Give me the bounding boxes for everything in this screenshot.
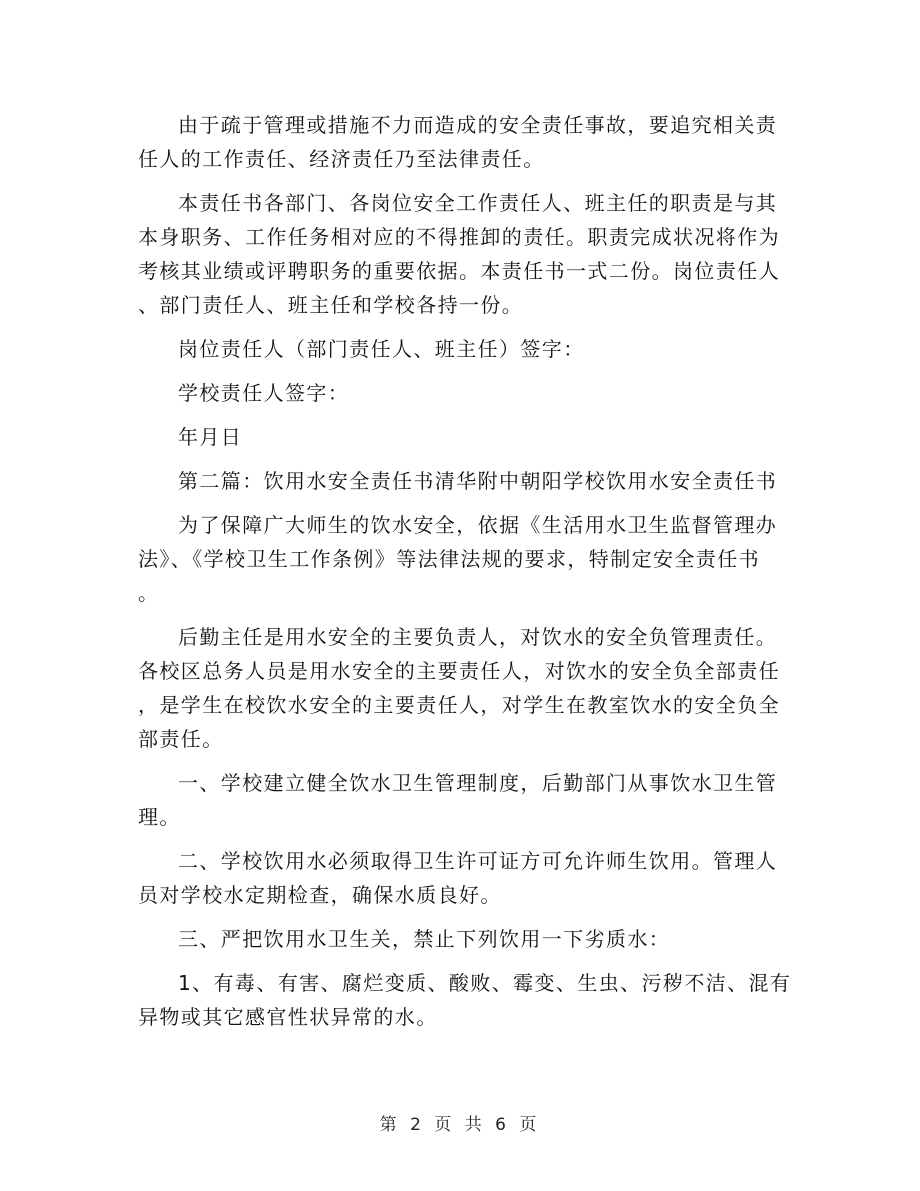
text-line: 部责任。 xyxy=(138,727,224,751)
text-line: 员对学校水定期检查，确保水质良好。 xyxy=(138,883,502,907)
paragraph xyxy=(138,966,792,1034)
text-line: 、部门责任人、班主任和学校各持一份。 xyxy=(138,293,524,317)
paragraph xyxy=(138,186,778,322)
document-body xyxy=(138,108,792,1034)
text-line: 。 xyxy=(138,581,160,605)
text-line: 各校区总务人员是用水安全的主要责任人，对饮水的安全负全部责任 xyxy=(138,659,780,683)
paragraph xyxy=(138,420,778,454)
text-line: 本责任书各部门、各岗位安全工作责任人、班主任的职责是与其 xyxy=(178,191,778,215)
text-line: 学校责任人签字： xyxy=(178,381,350,405)
page-number: 第 2 页 共 6 页 xyxy=(379,1115,541,1135)
paragraph xyxy=(138,108,778,176)
text-line: 为了保障广大师生的饮水安全，依据《生活用水卫生监督管理办 xyxy=(178,513,778,537)
paragraph xyxy=(138,508,778,610)
paragraph xyxy=(138,922,778,956)
paragraph xyxy=(138,464,778,498)
text-line: 一、学校建立健全饮水卫生管理制度，后勤部门从事饮水卫生管 xyxy=(178,771,778,795)
paragraph xyxy=(138,766,778,834)
text-line: 本身职务、工作任务相对应的不得推卸的责任。职责完成状况将作为 xyxy=(138,225,780,249)
text-line: 由于疏于管理或措施不力而造成的安全责任事故，要追究相关责 xyxy=(178,113,778,137)
text-line: 二、学校饮用水必须取得卫生许可证方可允许师生饮用。管理人 xyxy=(178,849,778,873)
text-line: 法》、《学校卫生工作条例》等法律法规的要求，特制定安全责任书 xyxy=(138,547,760,571)
text-line: 第二篇：饮用水安全责任书清华附中朝阳学校饮用水安全责任书 xyxy=(178,469,778,493)
text-line: 考核其业绩或评聘职务的重要依据。本责任书一式二份。岗位责任人 xyxy=(138,259,780,283)
text-line: 年月日 xyxy=(178,425,243,449)
paragraph xyxy=(138,332,778,366)
text-line: 理。 xyxy=(138,805,181,829)
text-line: 三、严把饮用水卫生关，禁止下列饮用一下劣质水： xyxy=(178,927,671,951)
text-line: ，是学生在校饮水安全的主要责任人，对学生在教室饮水的安全负全 xyxy=(138,693,780,717)
paragraph xyxy=(138,844,778,912)
paragraph xyxy=(138,620,778,756)
text-line: 岗位责任人（部门责任人、班主任）签字： xyxy=(178,337,585,361)
paragraph xyxy=(138,376,778,410)
text-line: 1、有毒、有害、腐烂变质、酸败、霉变、生虫、污秽不洁、混有 xyxy=(178,971,792,995)
text-line: 后勤主任是用水安全的主要负责人，对饮水的安全负管理责任。 xyxy=(178,625,778,649)
text-line: 任人的工作责任、经济责任乃至法律责任。 xyxy=(138,147,545,171)
text-line: 异物或其它感官性状异常的水。 xyxy=(138,1005,438,1029)
